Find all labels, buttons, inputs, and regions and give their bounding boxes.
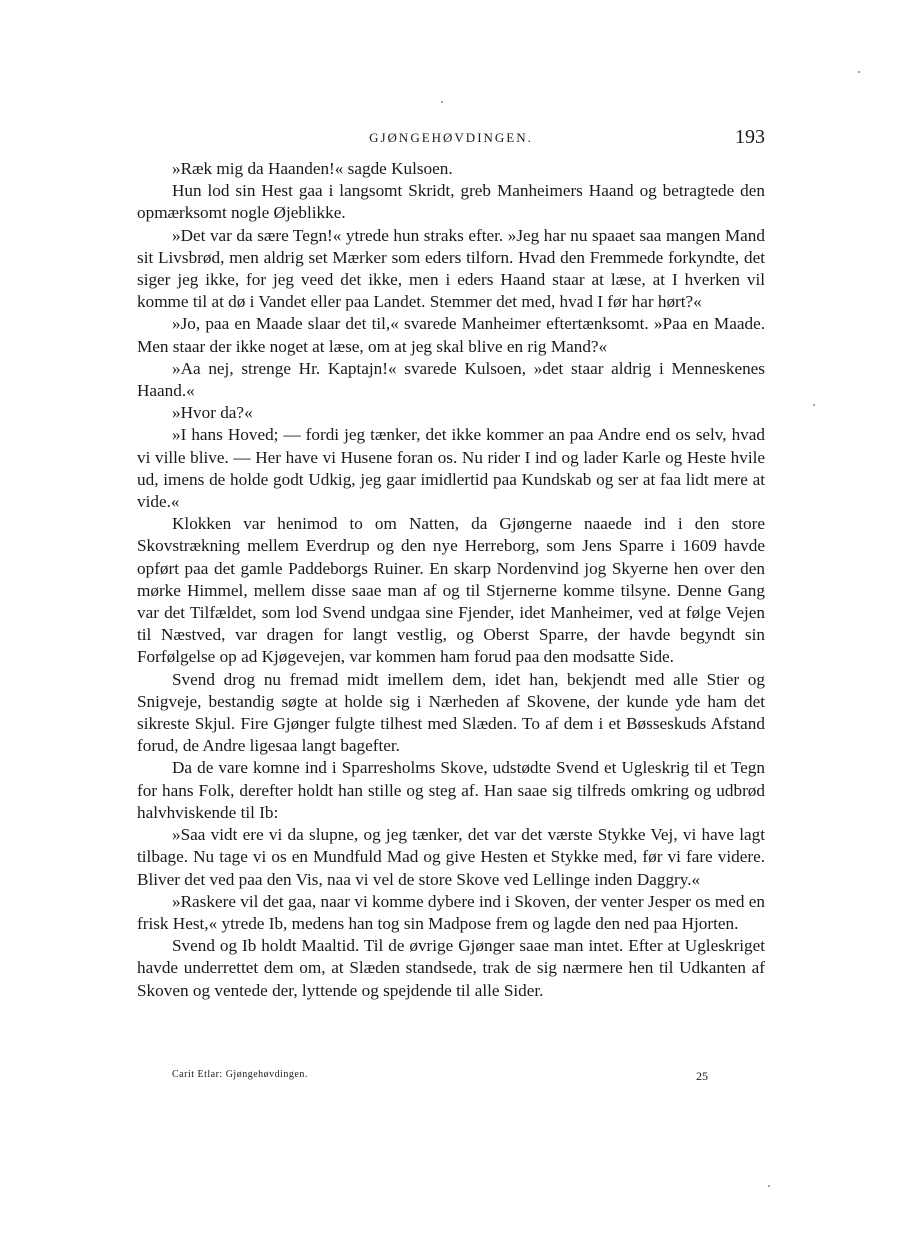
paragraph: »Hvor da?« bbox=[172, 403, 253, 423]
paragraph: Klokken var henimod to om Natten, da Gjøngerne naaede ind i den store Skovstrækning mellem Everdrup og den nye Herreborg, som Jens Sparre i 1609 havde opført paa det gamle Paddeborgs Ruiner. En skarp Nordenvind jog Skyerne hen over den mørke Himmel, mellem disse saae man af og til Stjernerne komme tilsyne. Denne Gang var det Tilfældet, som lod Svend undgaa sine Fjender, idet Manheimer, ved at følge Vejen til Næstved, var dragen for langt vestlig, og Oberst Sparre, der havde begyndt sin Forfølgelse op ad Kjøgevejen, var kommen ham forud paa den modsatte Side. bbox=[137, 514, 765, 667]
paragraph: »Ræk mig da Haanden!« sagde Kulsoen. bbox=[172, 159, 453, 178]
paper-speck bbox=[858, 71, 860, 73]
paragraph: »Saa vidt ere vi da slupne, og jeg tænker, det var det værste Stykke Vej, vi have lagt tilbage. Nu tage vi os en Mundfuld Mad og give Hesten et Stykke med, før vi fare videre. Bliver det ved paa den Vis, naa vi vel de store Skove ved Lellinge inden Daggry.« bbox=[137, 825, 765, 889]
paragraph: Svend og Ib holdt Maaltid. Til de øvrige Gjønger saae man intet. Efter at Ugleskriget havde underrettet dem om, at Slæden standsede, trak de sig nærmere hen til Udkanten af Skoven og ventede der, lyttende og spejdende til alle Sider. bbox=[137, 936, 765, 1000]
signature-line: Carit Etlar: Gjøngehøvdingen. bbox=[172, 1069, 308, 1080]
paper-speck bbox=[813, 404, 815, 406]
paragraph: Hun lod sin Hest gaa i langsomt Skridt, greb Manheimers Haand og betragtede den opmærksomt nogle Øjeblikke. bbox=[137, 181, 765, 223]
body-text bbox=[137, 158, 765, 1002]
page-number: 193 bbox=[735, 126, 765, 148]
paragraph: »Aa nej, strenge Hr. Kaptajn!« svarede Kulsoen, »det staar aldrig i Menneskenes Haand.« bbox=[137, 358, 765, 401]
page-footer bbox=[172, 1069, 708, 1087]
running-title: GJØNGEHØVDINGEN. bbox=[369, 130, 533, 145]
paragraph: »Det var da sære Tegn!« ytrede hun straks efter. »Jeg har nu spaaet saa mangen Mand sit Livsbrød, men aldrig set Mærker som eders tilforn. Hvad den Fremmede forkyndte, det siger jeg ikke, for jeg veed det ikke, men i eders Haand staar at læse, at I hverken vil komme til at dø i Vandet eller paa Landet. Stemmer det med, hvad I før har hørt?« bbox=[137, 225, 765, 312]
paragraph: »Jo, paa en Maade slaar det til,« svarede Manheimer eftertænksomt. »Paa en Maade. Men staar der ikke noget at læse, om at jeg skal blive en rig Mand?« bbox=[137, 314, 765, 356]
sheet-number: 25 bbox=[696, 1069, 708, 1083]
page-header bbox=[137, 126, 765, 156]
paragraph: »Raskere vil det gaa, naar vi komme dybere ind i Skoven, der venter Jesper os med en frisk Hest,« ytrede Ib, medens han tog sin Madpose frem og lagde den ned paa Hjorten. bbox=[137, 891, 765, 933]
paper-speck bbox=[441, 101, 443, 103]
paragraph: Da de vare komne ind i Sparresholms Skove, udstødte Svend et Ugleskrig til et Tegn for hans Folk, derefter holdt han stille og steg af. Han saae sig tilfreds omkring og udbrød halvhviskende til Ib: bbox=[137, 758, 765, 822]
paragraph: Svend drog nu fremad midt imellem dem, idet han, bekjendt med alle Stier og Snigveje, bestandig søgte at holde sig i Nærheden af Skovene, der kunde yde ham det sikreste Skjul. Fire Gjønger fulgte tilhest med Slæden. To af dem i et Bøsseskuds Afstand forud, de Andre ligesaa langt bagefter. bbox=[137, 669, 765, 756]
paper-speck bbox=[768, 1185, 770, 1187]
paragraph: »I hans Hoved; — fordi jeg tænker, det ikke kommer an paa Andre end os selv, hvad vi ville blive. — Her have vi Husene foran os. Nu rider I ind og lader Karle og Heste hvile ud, imens de holde godt Udkig, jeg gaar imidlertid paa Kundskab og ser at faa lidt mere at vide.« bbox=[137, 425, 765, 512]
